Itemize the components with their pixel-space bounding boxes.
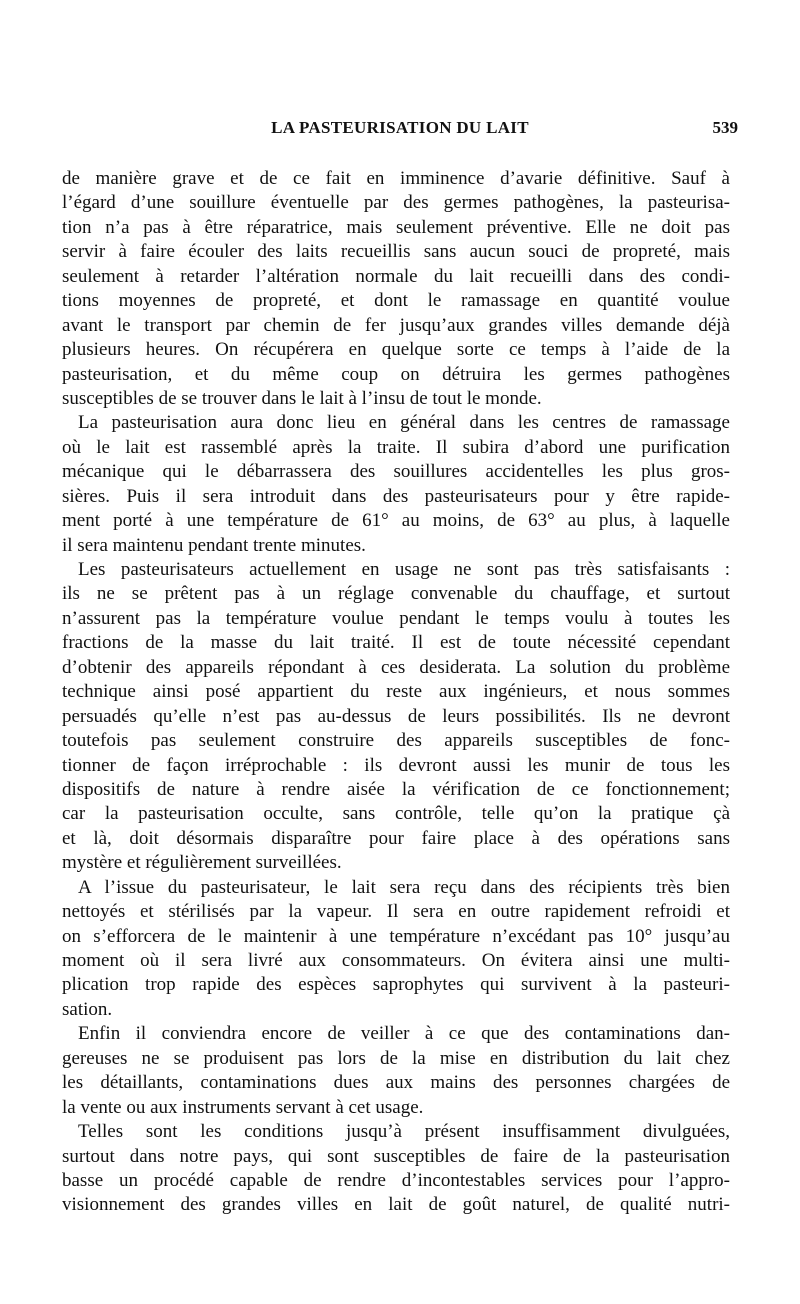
text-line: tions moyennes de propreté, et dont le ramassage en quantité voulue bbox=[62, 290, 730, 312]
body-text bbox=[62, 167, 730, 1218]
text-line: seulement à retarder l’altération normale du lait recueilli dans des condi- bbox=[62, 265, 730, 287]
text-line: susceptibles de se trouver dans le lait à l’insu de tout le monde. bbox=[62, 387, 542, 409]
running-title: LA PASTEURISATION DU LAIT bbox=[271, 118, 529, 137]
text-line: il sera maintenu pendant trente minutes. bbox=[62, 534, 366, 556]
text-line: avant le transport par chemin de fer jusqu’aux grandes villes demande déjà bbox=[62, 314, 730, 336]
text-line: mystère et régulièrement surveillées. bbox=[62, 852, 342, 874]
text-line: pasteurisation, et du même coup on détruira les germes pathogènes bbox=[62, 363, 730, 385]
text-line: Telles sont les conditions jusqu’à présent insuffisamment divulguées, bbox=[78, 1121, 730, 1143]
text-line: ment porté à une température de 61° au moins, de 63° au plus, à laquelle bbox=[62, 510, 730, 532]
text-line: mécanique qui le débarrassera des souillures accidentelles les plus gros- bbox=[62, 461, 730, 483]
text-line: persuadés qu’elle n’est pas au-dessus de leurs possibilités. Ils ne devront bbox=[62, 705, 730, 727]
text-line: ils ne se prêtent pas à un réglage convenable du chauffage, et surtout bbox=[62, 583, 730, 605]
text-line: basse un procédé capable de rendre d’incontestables services pour l’appro- bbox=[62, 1169, 730, 1191]
text-line: sation. bbox=[62, 998, 113, 1020]
text-line: toutefois pas seulement construire des appareils susceptibles de fonc- bbox=[62, 730, 730, 752]
text-line: technique ainsi posé appartient du reste aux ingénieurs, et nous sommes bbox=[62, 681, 730, 703]
text-line: dispositifs de nature à rendre aisée la vérification de ce fonctionnement; bbox=[62, 778, 730, 800]
page-number: 539 bbox=[712, 118, 738, 137]
text-line: gereuses ne se produisent pas lors de la mise en distribution du lait chez bbox=[62, 1047, 730, 1069]
text-line: A l’issue du pasteurisateur, le lait sera reçu dans des récipients très bien bbox=[78, 876, 730, 898]
text-line: d’obtenir des appareils répondant à ces desiderata. La solution du problème bbox=[62, 656, 730, 678]
text-line: plusieurs heures. On récupérera en quelque sorte ce temps à l’aide de la bbox=[62, 339, 730, 361]
text-line: les détaillants, contaminations dues aux mains des personnes chargées de bbox=[62, 1072, 730, 1094]
text-line: n’assurent pas la température voulue pendant le temps voulu à toutes les bbox=[62, 607, 730, 629]
text-line: moment où il sera livré aux consommateurs. On évitera ainsi une multi- bbox=[62, 950, 730, 971]
text-line: sières. Puis il sera introduit dans des pasteurisateurs pour y être rapide- bbox=[62, 485, 730, 507]
text-line: la vente ou aux instruments servant à cet usage. bbox=[62, 1096, 424, 1118]
text-line: où le lait est rassemblé après la traite. Il subira d’abord une purification bbox=[62, 436, 730, 458]
text-line: tionner de façon irréprochable : ils devront aussi les munir de tous les bbox=[62, 754, 730, 776]
text-line: plication trop rapide des espèces saprophytes qui survivent à la pasteuri- bbox=[62, 974, 730, 996]
text-line: fractions de la masse du lait traité. Il est de toute nécessité cependant bbox=[62, 632, 730, 654]
text-line: et là, doit désormais disparaître pour faire place à des opérations sans bbox=[62, 827, 730, 849]
text-line: Les pasteurisateurs actuellement en usage ne sont pas très satisfaisants : bbox=[78, 559, 730, 580]
text-line: car la pasteurisation occulte, sans contrôle, telle qu’on la pratique çà bbox=[62, 803, 730, 825]
text-line: nettoyés et stérilisés par la vapeur. Il sera en outre rapidement refroidi et bbox=[62, 901, 730, 923]
text-line: surtout dans notre pays, qui sont susceptibles de faire de la pasteurisation bbox=[62, 1145, 730, 1167]
text-line: visionnement des grandes villes en lait de goût naturel, de qualité nutri- bbox=[62, 1194, 730, 1216]
text-line: l’égard d’une souillure éventuelle par des germes pathogènes, la pasteurisa- bbox=[62, 192, 730, 214]
text-line: de manière grave et de ce fait en imminence d’avarie définitive. Sauf à bbox=[62, 168, 730, 189]
text-line: La pasteurisation aura donc lieu en général dans les centres de ramassage bbox=[78, 412, 730, 434]
text-line: Enfin il conviendra encore de veiller à ce que des contaminations dan- bbox=[78, 1023, 730, 1045]
text-line: servir à faire écouler des laits recueillis sans aucun souci de propreté, mais bbox=[62, 241, 730, 263]
text-line: tion n’a pas à être réparatrice, mais seulement préventive. Elle ne doit pas bbox=[62, 216, 730, 238]
running-header bbox=[62, 118, 738, 142]
text-line: on s’efforcera de le maintenir à une température n’excédant pas 10° jusqu’au bbox=[62, 925, 730, 947]
